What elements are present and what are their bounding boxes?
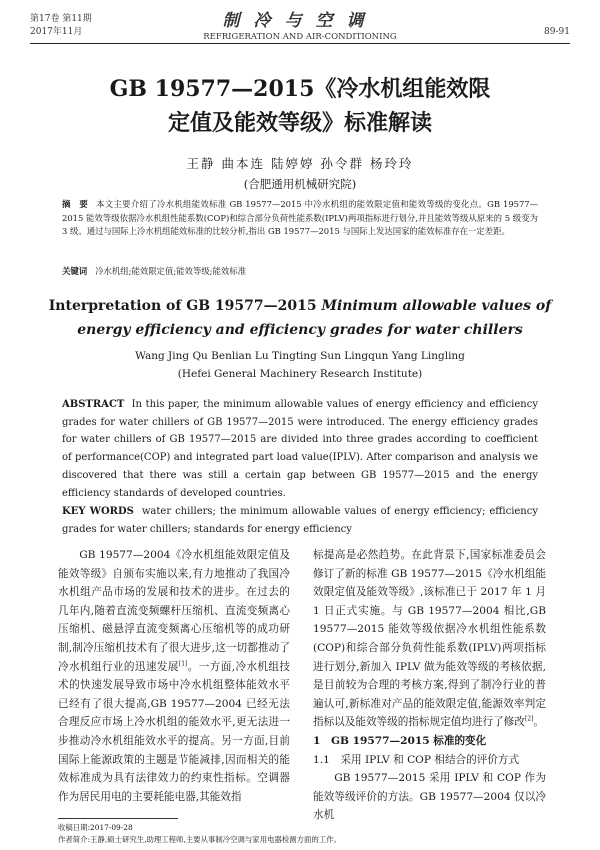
keywords-cn-text: 冷水机组;能效限定值;能效等级;能效标准: [95, 266, 246, 276]
section-1-1-heading: 1.1 采用 IPLV 和 COP 相结合的评价方式: [313, 753, 520, 766]
abstract-cn: [62, 198, 538, 239]
citation-1: [1]: [178, 660, 188, 668]
authors-cn: 王静 曲本连 陆婷婷 孙令群 杨玲玲: [186, 156, 414, 171]
section-1-1-paragraph: GB 19577—2015 采用 IPLV 和 COP 作为能效等级评价的方法。GB 19577—2004 仅以冷水机: [313, 772, 546, 822]
title-en-italic-1: Minimum allowable values of: [321, 298, 552, 314]
article-title-cn: [40, 72, 560, 140]
citation-2: [2]: [524, 715, 534, 723]
intro-text-3-end: 。: [533, 716, 544, 729]
abstract-cn-label: 摘 要: [62, 199, 89, 209]
affiliation-en: (Hefei General Machinery Research Institute): [177, 368, 423, 380]
body-column-right: [313, 546, 546, 825]
intro-text-3: 标提高是必然趋势。在此背景下,国家标准委员会修订了新的标准 GB 19577—2015《冷水机组能效限定值及能效等级》,该标准已于 2017 年 1 月 1 日正式实施。与 GB 19577—2004 相比,GB 19577—2015 能效等级依据冷水机组性能系数(COP)和综合部分负荷性能系数(IPLV)两项指标进行划分,新加入 IPLV 做为能效等级的考核依据,是目前较为合理的考核方案,得到了制冷行业的普遍认可,新标准对产品的能效限定值,能源效率判定指标以及能效等级的指标规定值均进行了修改: [313, 549, 546, 729]
abstract-en: [62, 396, 538, 502]
volume-issue: 第17卷 第11期: [30, 14, 92, 24]
footnote-divider: [58, 818, 178, 819]
publication-date: 2017年11月: [30, 27, 83, 37]
footnote-received: 收稿日期:2017-09-28: [58, 823, 133, 832]
journal-name-cn: 制冷与空调: [222, 11, 378, 31]
authors-en: Wang Jing Qu Benlian Lu Tingting Sun Lingqun Yang Lingling: [135, 350, 465, 362]
keywords-cn-label: 关键词: [62, 266, 88, 276]
intro-paragraph-2: [313, 546, 546, 732]
intro-text-2: 。一方面,冷水机组技术的快速发展导致市场中冷水机组整体能效水平已经有了很大提高,GB 19577—2004 已经无法合理反应市场上冷水机组的能效水平,更无法进一步推动冷水机组能效水平的提高。另一方面,目前国际上能源政策的主题是节能减排,因而相关的能效标准成为具有法律效力的约束性指标。空调器作为居民用电的主要耗能电器,其能效指: [58, 660, 290, 803]
journal-name-en: REFRIGERATION AND AIR-CONDITIONING: [203, 32, 397, 42]
page-range: 89-91: [544, 27, 570, 37]
intro-paragraph-1: [58, 546, 290, 806]
footnote-author: 作者简介:王静,硕士研究生,助理工程师,主要从事制冷空调与家用电器检测方面的工作。: [58, 835, 341, 844]
header-divider: [30, 43, 570, 44]
keywords-en-label: KEY WORDS: [62, 506, 134, 517]
keywords-cn: [62, 265, 538, 277]
affiliation-cn: (合肥通用机械研究院): [243, 177, 357, 191]
keywords-en: [62, 503, 538, 538]
journal-masthead: [150, 6, 450, 42]
title-en-italic-2: energy efficiency and efficiency grades for water chillers: [77, 322, 523, 338]
body-column-left: [58, 546, 290, 806]
section-1-heading: 1 GB 19577—2015 标准的变化: [313, 734, 487, 747]
intro-text-1: GB 19577—2004《冷水机组能效限定值及能效等级》自颁布实施以来,有力地推动了我国冷水机组产品市场的发展和技术的进步。在过去的几年内,随着直流变频螺杆压缩机、直流变频离心压缩机、磁悬浮直流变频离心压缩机等的成功研制,制冷压缩机技术有了很大进步,这一切都推动了冷水机组行业的迅速发展: [58, 549, 290, 673]
title-en-prefix: Interpretation of GB 19577—2015: [48, 298, 322, 314]
abstract-cn-text: 本文主要介绍了冷水机组能效标准 GB 19577—2015 中冷水机组的能效限定值和能效等级的变化点。GB 19577—2015 能效等级依据冷水机组性能系数(COP)和综合部分负荷性能系数(IPLV)两项指标进行划分,并且能效等级从原来的 5 级变为 3 级。通过与国际上冷水机组能效标准的比较分析,指出 GB 19577—2015 与国际上发达国家的能效标准存在一定差距。: [62, 199, 539, 236]
article-title-en: [40, 294, 560, 342]
title-en-line-2: [40, 318, 560, 342]
title-cn-line-2: 定值及能效等级》标准解读: [167, 110, 432, 136]
abstract-en-text: In this paper, the minimum allowable values of energy efficiency and efficiency grades for water chillers of GB 19577—2015 were introduced. The energy efficiency grades for water chillers of GB 19577—2015 are divided into three grades according to coefficient of performance(COP) and integrated part load value(IPLV). After comparison and analysis we discovered that there was still a certain gap between GB 19577—2015 and the energy efficiency standards of developed countries.: [62, 399, 538, 499]
issue-info: [30, 13, 92, 39]
title-cn-line-1: GB 19577—2015《冷水机组能效限: [109, 76, 491, 102]
title-en-line-1: [40, 294, 560, 318]
abstract-en-label: ABSTRACT: [62, 399, 125, 410]
keywords-en-text: water chillers; the minimum allowable values of energy efficiency; efficiency grades for water chillers; standards for energy efficiency: [62, 506, 538, 535]
